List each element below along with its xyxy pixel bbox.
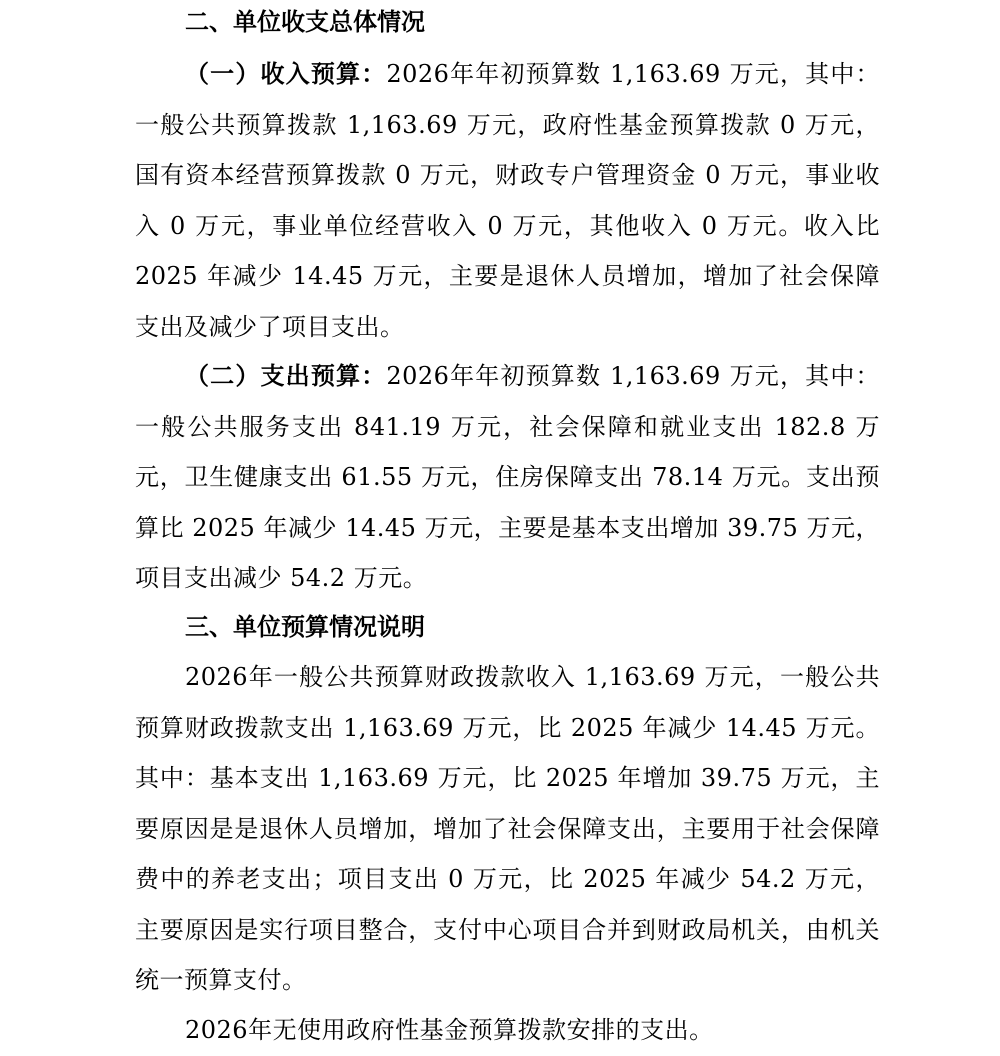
section-heading-overall: 二、单位收支总体情况: [185, 8, 425, 36]
expense-budget-text: 2026年年初预算数 1,163.69 万元，其中：一般公共服务支出 841.19 万元，社会保障和就业支出 182.8 万元，卫生健康支出 61.55 万元，住房保障支出 78.14 万元。支出预算比 2025 年减少 14.45 万元，主要是基本支出增加 39.75 万元，项目支出减少 54.2 万元。: [135, 362, 880, 592]
expense-budget-lead: （二）支出预算：: [185, 362, 387, 390]
income-budget-paragraph: [135, 49, 880, 352]
section-heading-budget-explanation: 三、单位预算情况说明: [185, 613, 425, 641]
expense-budget-paragraph: [135, 351, 880, 604]
income-budget-text: 2026年年初预算数 1,163.69 万元，其中：一般公共预算拨款 1,163.69 万元，政府性基金预算拨款 0 万元，国有资本经营预算拨款 0 万元，财政专户管理资金 0 万元，事业收入 0 万元，事业单位经营收入 0 万元，其他收入 0 万元。收入比 2025 年减少 14.45 万元，主要是退休人员增加，增加了社会保障支出及减少了项目支出。: [135, 60, 880, 341]
income-budget-lead: （一）收入预算：: [185, 60, 387, 88]
government-fund-paragraph: 2026年无使用政府性基金预算拨款安排的支出。: [185, 1016, 714, 1044]
general-budget-paragraph: 2026年一般公共预算财政拨款收入 1,163.69 万元，一般公共预算财政拨款支出 1,163.69 万元，比 2025 年减少 14.45 万元。其中：基本支出 1,163.69 万元，比 2025 年增加 39.75 万元，主要原因是是退休人员增加，增加了社会保障支出，主要用于社会保障费中的养老支出；项目支出 0 万元，比 2025 年减少 54.2 万元，主要原因是实行项目整合，支付中心项目合并到财政局机关，由机关统一预算支付。: [135, 663, 880, 994]
